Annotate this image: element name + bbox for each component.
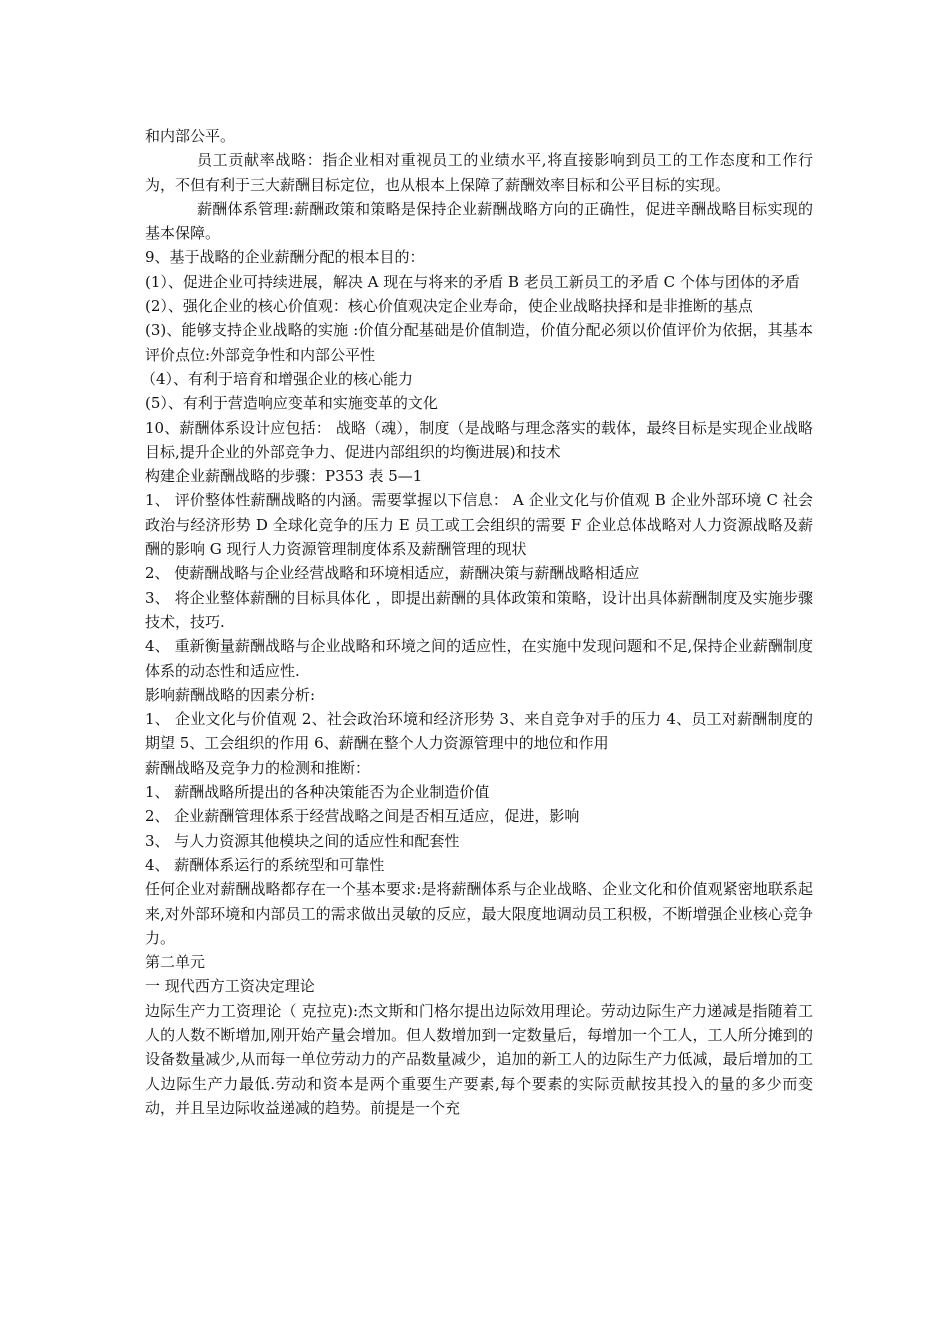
- section-heading: 一 现代西方工资决定理论: [145, 977, 315, 996]
- text-paragraph: 任何企业对薪酬战略都存在一个基本要求:是将薪酬体系与企业战略、企业文化和价值观紧密地联系起来,对外部环境和内部员工的需求做出灵敏的反应，最大限度地调动员工积极，不断增强企业核心竞争力。: [145, 880, 813, 947]
- section-heading: 薪酬战略及竞争力的检测和推断：: [145, 758, 371, 777]
- document-body: [141, 124, 813, 1120]
- list-item: 4、 重新衡量薪酬战略与企业战略和环境之间的适应性，在实施中发现问题和不足,保持企业薪酬制度体系的动态性和适应性.: [145, 637, 813, 680]
- text-paragraph: 和内部公平。: [145, 127, 236, 145]
- text-paragraph: 员工贡献率战略：指企业相对重视员工的业绩水平,将直接影响到员工的工作态度和工作行为，不但有利于三大薪酬目标定位，也从根本上保障了薪酬效率目标和公平目标的实现。: [145, 151, 813, 194]
- list-item: 3、 将企业整体薪酬的目标具体化 ，即提出薪酬的具体政策和策略，设计出具体薪酬制度及实施步骤技术，技巧.: [145, 588, 813, 631]
- section-heading: 影响薪酬战略的因素分析:: [145, 685, 316, 704]
- list-item: 2、 使薪酬战略与企业经营战略和环境相适应，薪酬决策与薪酬战略相适应: [145, 564, 640, 583]
- list-item: (1）、促进企业可持续进展，解决 A 现在与将来的矛盾 B 老员工新员工的矛盾 C 个体与团体的矛盾: [145, 272, 800, 291]
- list-item: 1、 薪酬战略所提出的各种决策能否为企业制造价值: [145, 783, 490, 802]
- list-item: 4、 薪酬体系运行的系统型和可靠性: [145, 855, 385, 874]
- list-item: (3)、能够支持企业战略的实施 :价值分配基础是价值制造，价值分配必须以价值评价为依据，其基本评价点位:外部竞争性和内部公平性: [145, 321, 813, 364]
- list-item: （4）、有利于培育和增强企业的核心能力: [141, 369, 414, 388]
- list-item: 2、 企业薪酬管理体系于经营战略之间是否相互适应，促进，影响: [145, 807, 580, 826]
- text-paragraph: 薪酬体系管理:薪酬政策和策略是保持企业薪酬战略方向的正确性，促进辛酬战略目标实现的基本保障。: [145, 199, 813, 243]
- section-heading: 10、薪酬体系设计应包括： 战略（魂），制度（是战略与理念落实的载体，最终目标是实现企业战略目标,提升企业的外部竞争力、促进内部组织的均衡进展)和技术: [145, 418, 813, 461]
- list-item: (2）、强化企业的核心价值观：核心价值观决定企业寿命，使企业战略抉择和是非推断的基点: [145, 297, 753, 316]
- text-paragraph: 边际生产力工资理论（ 克拉克):杰文斯和门格尔提出边际效用理论。劳动边际生产力递减是指随着工人的人数不断增加,刚开始产量会增加。但人数增加到一定数量后，每增加一个工人，工人所分摊到的设备数量减少,从而每一单位劳动力的产品数量减少，追加的新工人的边际生产力低减，最后增加的工人边际生产力最低.劳动和资本是两个重要生产要素,每个要素的实际贡献按其投入的量的多少而变动，并且呈边际收益递减的趋势。前提是一个充: [145, 1001, 813, 1117]
- list-item: 1、 评价整体性薪酬战略的内涵。需要掌握以下信息： A 企业文化与价值观 B 企业外部环境 C 社会政治与经济形势 D 全球化竞争的压力 E 员工或工会组织的需要 F 企业总体战略对人力资源战略及薪酬的影响 G 现行人力资源管理制度体系及薪酬管理的现状: [145, 491, 813, 559]
- list-item: (5）、有利于营造响应变革和实施变革的文化: [145, 394, 438, 413]
- unit-heading: 第二单元: [145, 953, 206, 972]
- list-item: 3、 与人力资源其他模块之间的适应性和配套性: [145, 831, 460, 850]
- section-heading: 构建企业薪酬战略的步骤：P353 表 5—1: [145, 467, 423, 486]
- list-item: 1、 企业文化与价值观 2、社会政治环境和经济形势 3、来自竞争对手的压力 4、员工对薪酬制度的期望 5、工会组织的作用 6、薪酬在整个人力资源管理中的地位和作用: [145, 710, 813, 753]
- section-heading: 9、基于战略的企业薪酬分配的根本目的：: [145, 248, 425, 267]
